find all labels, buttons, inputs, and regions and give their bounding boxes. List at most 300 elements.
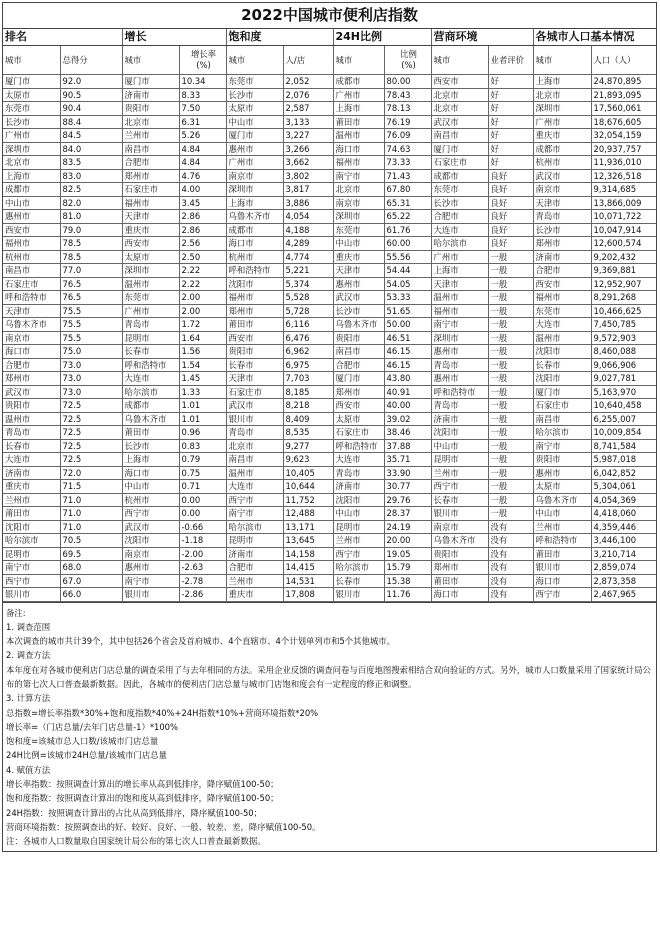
total-score-cell: 69.5	[60, 547, 122, 561]
business-rating-cell: 一般	[488, 466, 533, 480]
total-score-cell: 72.5	[60, 412, 122, 426]
24h-city-cell: 深圳市	[333, 210, 384, 224]
notes-rule: 增长率指数：按照调查计算出的增长率从高到低排序，降序赋值100-50；	[6, 779, 279, 790]
24h-ratio-cell: 29.76	[384, 493, 431, 507]
notes-rule: 注：各城市人口数量取自国家统计局公布的第七次人口普查最新数据。	[6, 836, 266, 847]
saturation-city-cell: 重庆市	[226, 588, 283, 602]
people-per-store-cell: 17,808	[283, 588, 333, 602]
business-city-cell: 成都市	[431, 169, 488, 183]
people-per-store-cell: 7,703	[283, 372, 333, 386]
saturation-city-cell: 南京市	[226, 169, 283, 183]
24h-ratio-cell: 40.00	[384, 399, 431, 413]
business-rating-cell: 一般	[488, 507, 533, 521]
growth-city-cell: 成都市	[122, 399, 179, 413]
table-row	[3, 345, 656, 359]
business-rating-cell: 好	[488, 129, 533, 143]
growth-city-cell: 温州市	[122, 277, 179, 291]
population-count-cell: 7,450,785	[591, 318, 656, 332]
growth-city-cell: 深圳市	[122, 264, 179, 278]
population-count-cell: 5,304,061	[591, 480, 656, 494]
business-rating-cell: 没有	[488, 561, 533, 575]
section-header-row	[3, 29, 656, 46]
total-score-cell: 72.5	[60, 439, 122, 453]
rank-city-cell: 太原市	[3, 88, 60, 102]
people-per-store-cell: 14,531	[283, 574, 333, 588]
population-city-cell: 武汉市	[533, 169, 591, 183]
24h-city-cell: 石家庄市	[333, 426, 384, 440]
population-count-cell: 3,210,714	[591, 547, 656, 561]
rank-city-cell: 西宁市	[3, 574, 60, 588]
total-score-cell: 79.0	[60, 223, 122, 237]
population-city-cell: 福州市	[533, 291, 591, 305]
col-header: 总得分	[60, 46, 122, 75]
growth-city-cell: 东莞市	[122, 291, 179, 305]
population-count-cell: 9,027,781	[591, 372, 656, 386]
growth-rate-cell: 0.00	[179, 507, 226, 521]
people-per-store-cell: 3,662	[283, 156, 333, 170]
people-per-store-cell: 13,171	[283, 520, 333, 534]
rank-city-cell: 沈阳市	[3, 520, 60, 534]
24h-city-cell: 济南市	[333, 480, 384, 494]
24h-ratio-cell: 53.33	[384, 291, 431, 305]
saturation-city-cell: 呼和浩特市	[226, 264, 283, 278]
population-count-cell: 12,600,574	[591, 237, 656, 251]
saturation-city-cell: 莆田市	[226, 318, 283, 332]
notes-rule: 营商环境指数：按照调查出的好、较好、良好、一般、较差、差，降序赋值100-50。	[6, 821, 321, 832]
24h-ratio-cell: 46.51	[384, 331, 431, 345]
rank-city-cell: 济南市	[3, 466, 60, 480]
24h-ratio-cell: 19.05	[384, 547, 431, 561]
growth-city-cell: 北京市	[122, 115, 179, 129]
business-rating-cell: 一般	[488, 250, 533, 264]
people-per-store-cell: 5,221	[283, 264, 333, 278]
population-city-cell: 青岛市	[533, 210, 591, 224]
population-count-cell: 8,741,584	[591, 439, 656, 453]
growth-city-cell: 呼和浩特市	[122, 358, 179, 372]
population-city-cell: 长沙市	[533, 223, 591, 237]
saturation-city-cell: 东莞市	[226, 75, 283, 89]
24h-city-cell: 郑州市	[333, 385, 384, 399]
col-header: 城市	[431, 46, 488, 75]
people-per-store-cell: 11,752	[283, 493, 333, 507]
24h-city-cell: 重庆市	[333, 250, 384, 264]
people-per-store-cell: 8,185	[283, 385, 333, 399]
people-per-store-cell: 12,488	[283, 507, 333, 521]
24h-city-cell: 莆田市	[333, 115, 384, 129]
people-per-store-cell: 8,535	[283, 426, 333, 440]
population-count-cell: 12,952,907	[591, 277, 656, 291]
24h-ratio-cell: 76.19	[384, 115, 431, 129]
24h-city-cell: 长沙市	[333, 304, 384, 318]
24h-ratio-cell: 15.79	[384, 561, 431, 575]
population-city-cell: 合肥市	[533, 264, 591, 278]
people-per-store-cell: 2,052	[283, 75, 333, 89]
population-count-cell: 6,255,007	[591, 412, 656, 426]
total-score-cell: 84.0	[60, 142, 122, 156]
total-score-cell: 83.0	[60, 169, 122, 183]
saturation-city-cell: 乌鲁木齐市	[226, 210, 283, 224]
col-header: 城市	[122, 46, 179, 75]
growth-city-cell: 南宁市	[122, 574, 179, 588]
business-city-cell: 乌鲁木齐市	[431, 534, 488, 548]
population-count-cell: 6,042,852	[591, 466, 656, 480]
rank-city-cell: 长沙市	[3, 115, 60, 129]
table-row	[3, 588, 656, 602]
total-score-cell: 83.5	[60, 156, 122, 170]
growth-rate-cell: 1.01	[179, 412, 226, 426]
rank-city-cell: 天津市	[3, 304, 60, 318]
total-score-cell: 71.0	[60, 520, 122, 534]
table-row	[3, 142, 656, 156]
population-city-cell: 哈尔滨市	[533, 426, 591, 440]
growth-rate-cell: 2.56	[179, 237, 226, 251]
people-per-store-cell: 6,962	[283, 345, 333, 359]
total-score-cell: 84.5	[60, 129, 122, 143]
table-row	[3, 196, 656, 210]
growth-rate-cell: 6.31	[179, 115, 226, 129]
table-row	[3, 453, 656, 467]
people-per-store-cell: 6,975	[283, 358, 333, 372]
total-score-cell: 82.0	[60, 196, 122, 210]
24h-city-cell: 海口市	[333, 142, 384, 156]
people-per-store-cell: 13,645	[283, 534, 333, 548]
rank-city-cell: 南京市	[3, 331, 60, 345]
total-score-cell: 71.0	[60, 507, 122, 521]
total-score-cell: 66.0	[60, 588, 122, 602]
24h-ratio-cell: 67.80	[384, 183, 431, 197]
rank-city-cell: 中山市	[3, 196, 60, 210]
growth-rate-cell: 2.22	[179, 264, 226, 278]
growth-city-cell: 兰州市	[122, 129, 179, 143]
business-city-cell: 武汉市	[431, 115, 488, 129]
24h-ratio-cell: 71.43	[384, 169, 431, 183]
business-city-cell: 厦门市	[431, 142, 488, 156]
saturation-city-cell: 昆明市	[226, 534, 283, 548]
business-rating-cell: 一般	[488, 264, 533, 278]
section-saturation: 饱和度	[226, 29, 333, 46]
population-city-cell: 东莞市	[533, 304, 591, 318]
section-population: 各城市人口基本情况	[533, 29, 656, 46]
table-row	[3, 75, 656, 89]
people-per-store-cell: 4,774	[283, 250, 333, 264]
growth-rate-cell: -2.78	[179, 574, 226, 588]
growth-rate-cell: 1.45	[179, 372, 226, 386]
growth-city-cell: 石家庄市	[122, 183, 179, 197]
rank-city-cell: 长春市	[3, 439, 60, 453]
people-per-store-cell: 10,644	[283, 480, 333, 494]
24h-city-cell: 南宁市	[333, 169, 384, 183]
growth-city-cell: 乌鲁木齐市	[122, 412, 179, 426]
table-row	[3, 372, 656, 386]
population-count-cell: 10,047,914	[591, 223, 656, 237]
growth-city-cell: 天津市	[122, 210, 179, 224]
rank-city-cell: 莆田市	[3, 507, 60, 521]
total-score-cell: 90.5	[60, 88, 122, 102]
table-row	[3, 237, 656, 251]
business-city-cell: 西安市	[431, 75, 488, 89]
people-per-store-cell: 5,728	[283, 304, 333, 318]
population-city-cell: 南宁市	[533, 439, 591, 453]
rank-city-cell: 西安市	[3, 223, 60, 237]
24h-ratio-cell: 30.77	[384, 480, 431, 494]
growth-city-cell: 沈阳市	[122, 534, 179, 548]
growth-rate-cell: -1.18	[179, 534, 226, 548]
growth-rate-cell: 4.00	[179, 183, 226, 197]
population-count-cell: 13,866,009	[591, 196, 656, 210]
saturation-city-cell: 上海市	[226, 196, 283, 210]
business-city-cell: 郑州市	[431, 561, 488, 575]
24h-ratio-cell: 38.46	[384, 426, 431, 440]
growth-rate-cell: 8.33	[179, 88, 226, 102]
saturation-city-cell: 厦门市	[226, 129, 283, 143]
business-rating-cell: 好	[488, 142, 533, 156]
24h-ratio-cell: 54.05	[384, 277, 431, 291]
notes-text: 本年度在对各城市便利店门店总量的调查采用了与去年相同的方法。采用企业反馈的调查问卷与百度地图搜索相结合双向验证的方式。另外，城市人口数量采用了国家统计局公布的第七次人口普查最新数据。因此，各城市的便利店门店总量与城市门店饱和度会有一定程度的修正和调整。	[6, 664, 651, 689]
24h-ratio-cell: 78.13	[384, 102, 431, 116]
population-count-cell: 9,369,881	[591, 264, 656, 278]
growth-rate-cell: -0.66	[179, 520, 226, 534]
rank-city-cell: 郑州市	[3, 372, 60, 386]
24h-city-cell: 东莞市	[333, 223, 384, 237]
people-per-store-cell: 6,116	[283, 318, 333, 332]
growth-rate-cell: 3.45	[179, 196, 226, 210]
saturation-city-cell: 南昌市	[226, 453, 283, 467]
rank-city-cell: 北京市	[3, 156, 60, 170]
population-count-cell: 10,466,625	[591, 304, 656, 318]
people-per-store-cell: 3,886	[283, 196, 333, 210]
24h-ratio-cell: 55.56	[384, 250, 431, 264]
24h-ratio-cell: 37.88	[384, 439, 431, 453]
growth-city-cell: 中山市	[122, 480, 179, 494]
table-row	[3, 534, 656, 548]
business-city-cell: 西宁市	[431, 480, 488, 494]
growth-rate-cell: 1.33	[179, 385, 226, 399]
24h-ratio-cell: 61.76	[384, 223, 431, 237]
rank-city-cell: 乌鲁木齐市	[3, 318, 60, 332]
notes-formula: 饱和度=该城市总人口数/该城市门店总量	[6, 736, 159, 747]
population-count-cell: 9,202,432	[591, 250, 656, 264]
business-city-cell: 合肥市	[431, 210, 488, 224]
rank-city-cell: 南宁市	[3, 561, 60, 575]
business-city-cell: 青岛市	[431, 358, 488, 372]
population-city-cell: 上海市	[533, 75, 591, 89]
24h-city-cell: 哈尔滨市	[333, 561, 384, 575]
business-rating-cell: 没有	[488, 588, 533, 602]
population-count-cell: 5,987,018	[591, 453, 656, 467]
total-score-cell: 73.0	[60, 358, 122, 372]
rank-city-cell: 上海市	[3, 169, 60, 183]
business-rating-cell: 一般	[488, 439, 533, 453]
population-count-cell: 3,446,100	[591, 534, 656, 548]
rank-city-cell: 石家庄市	[3, 277, 60, 291]
24h-ratio-cell: 74.63	[384, 142, 431, 156]
growth-city-cell: 银川市	[122, 588, 179, 602]
total-score-cell: 72.0	[60, 466, 122, 480]
rank-city-cell: 成都市	[3, 183, 60, 197]
population-count-cell: 11,936,010	[591, 156, 656, 170]
24h-city-cell: 长春市	[333, 574, 384, 588]
table-row	[3, 520, 656, 534]
24h-city-cell: 中山市	[333, 237, 384, 251]
saturation-city-cell: 中山市	[226, 115, 283, 129]
people-per-store-cell: 2,076	[283, 88, 333, 102]
24h-city-cell: 温州市	[333, 129, 384, 143]
business-city-cell: 呼和浩特市	[431, 385, 488, 399]
population-count-cell: 2,873,358	[591, 574, 656, 588]
growth-rate-cell: 2.22	[179, 277, 226, 291]
saturation-city-cell: 深圳市	[226, 183, 283, 197]
growth-rate-cell: 0.75	[179, 466, 226, 480]
section-business-env: 营商环境	[431, 29, 533, 46]
table-row	[3, 156, 656, 170]
rank-city-cell: 昆明市	[3, 547, 60, 561]
table-row	[3, 129, 656, 143]
growth-rate-cell: 0.83	[179, 439, 226, 453]
notes-formula: 总指数=增长率指数*30%+饱和度指数*40%+24H指数*10%+营商环境指数*20%	[6, 707, 319, 718]
growth-city-cell: 贵阳市	[122, 102, 179, 116]
population-count-cell: 32,054,159	[591, 129, 656, 143]
business-rating-cell: 没有	[488, 534, 533, 548]
rank-city-cell: 南昌市	[3, 264, 60, 278]
population-city-cell: 西宁市	[533, 588, 591, 602]
total-score-cell: 68.0	[60, 561, 122, 575]
population-city-cell: 长春市	[533, 358, 591, 372]
notes-heading: 1. 调查范围	[6, 621, 51, 632]
24h-ratio-cell: 28.37	[384, 507, 431, 521]
business-rating-cell: 一般	[488, 277, 533, 291]
table-row	[3, 385, 656, 399]
business-rating-cell: 一般	[488, 453, 533, 467]
people-per-store-cell: 10,405	[283, 466, 333, 480]
rank-city-cell: 兰州市	[3, 493, 60, 507]
population-city-cell: 中山市	[533, 507, 591, 521]
saturation-city-cell: 哈尔滨市	[226, 520, 283, 534]
population-city-cell: 北京市	[533, 88, 591, 102]
24h-ratio-cell: 39.02	[384, 412, 431, 426]
population-city-cell: 惠州市	[533, 466, 591, 480]
total-score-cell: 72.5	[60, 426, 122, 440]
business-city-cell: 南宁市	[431, 318, 488, 332]
population-count-cell: 18,676,605	[591, 115, 656, 129]
growth-rate-cell: 5.26	[179, 129, 226, 143]
total-score-cell: 76.5	[60, 291, 122, 305]
business-city-cell: 广州市	[431, 250, 488, 264]
population-city-cell: 呼和浩特市	[533, 534, 591, 548]
growth-rate-cell: 10.34	[179, 75, 226, 89]
24h-ratio-cell: 51.65	[384, 304, 431, 318]
saturation-city-cell: 兰州市	[226, 574, 283, 588]
24h-city-cell: 上海市	[333, 102, 384, 116]
saturation-city-cell: 西安市	[226, 331, 283, 345]
business-rating-cell: 一般	[488, 358, 533, 372]
population-city-cell: 温州市	[533, 331, 591, 345]
col-header: 人/店	[283, 46, 333, 75]
population-city-cell: 兰州市	[533, 520, 591, 534]
business-city-cell: 贵阳市	[431, 547, 488, 561]
24h-ratio-cell: 46.15	[384, 345, 431, 359]
population-city-cell: 乌鲁木齐市	[533, 493, 591, 507]
total-score-cell: 75.5	[60, 304, 122, 318]
table-row	[3, 480, 656, 494]
business-city-cell: 长沙市	[431, 196, 488, 210]
growth-rate-cell: 1.56	[179, 345, 226, 359]
growth-rate-cell: 2.50	[179, 250, 226, 264]
total-score-cell: 75.5	[60, 331, 122, 345]
population-city-cell: 天津市	[533, 196, 591, 210]
24h-ratio-cell: 15.38	[384, 574, 431, 588]
notes-heading: 2. 调查方法	[6, 650, 51, 661]
24h-ratio-cell: 24.19	[384, 520, 431, 534]
page-title: 2022中国城市便利店指数	[3, 3, 656, 29]
growth-city-cell: 惠州市	[122, 561, 179, 575]
24h-city-cell: 武汉市	[333, 291, 384, 305]
growth-city-cell: 昆明市	[122, 331, 179, 345]
saturation-city-cell: 大连市	[226, 480, 283, 494]
people-per-store-cell: 9,277	[283, 439, 333, 453]
business-rating-cell: 好	[488, 88, 533, 102]
growth-rate-cell: -2.00	[179, 547, 226, 561]
notes-rule: 饱和度指数：按照调查计算出的饱和度从高到低排序，降序赋值100-50；	[6, 793, 279, 804]
24h-city-cell: 太原市	[333, 412, 384, 426]
business-city-cell: 南京市	[431, 520, 488, 534]
growth-rate-cell: 0.79	[179, 453, 226, 467]
rank-city-cell: 合肥市	[3, 358, 60, 372]
rank-city-cell: 武汉市	[3, 385, 60, 399]
24h-city-cell: 南京市	[333, 196, 384, 210]
24h-city-cell: 成都市	[333, 75, 384, 89]
growth-rate-cell: 4.84	[179, 142, 226, 156]
business-city-cell: 青岛市	[431, 399, 488, 413]
24h-ratio-cell: 33.90	[384, 466, 431, 480]
business-city-cell: 深圳市	[431, 331, 488, 345]
saturation-city-cell: 广州市	[226, 156, 283, 170]
business-city-cell: 长春市	[431, 493, 488, 507]
growth-city-cell: 太原市	[122, 250, 179, 264]
business-rating-cell: 一般	[488, 372, 533, 386]
business-city-cell: 北京市	[431, 102, 488, 116]
growth-city-cell: 福州市	[122, 196, 179, 210]
24h-ratio-cell: 35.71	[384, 453, 431, 467]
business-rating-cell: 好	[488, 75, 533, 89]
table-row	[3, 547, 656, 561]
business-rating-cell: 没有	[488, 574, 533, 588]
business-rating-cell: 一般	[488, 304, 533, 318]
table-row	[3, 507, 656, 521]
people-per-store-cell: 14,158	[283, 547, 333, 561]
population-count-cell: 4,054,369	[591, 493, 656, 507]
24h-city-cell: 沈阳市	[333, 493, 384, 507]
business-city-cell: 南昌市	[431, 129, 488, 143]
growth-rate-cell: 0.00	[179, 493, 226, 507]
24h-city-cell: 贵阳市	[333, 331, 384, 345]
saturation-city-cell: 石家庄市	[226, 385, 283, 399]
24h-ratio-cell: 78.43	[384, 88, 431, 102]
people-per-store-cell: 3,133	[283, 115, 333, 129]
saturation-city-cell: 郑州市	[226, 304, 283, 318]
24h-city-cell: 大连市	[333, 453, 384, 467]
growth-city-cell: 青岛市	[122, 318, 179, 332]
total-score-cell: 88.4	[60, 115, 122, 129]
business-city-cell: 海口市	[431, 588, 488, 602]
growth-city-cell: 济南市	[122, 88, 179, 102]
col-header: 人口（人）	[591, 46, 656, 75]
total-score-cell: 70.5	[60, 534, 122, 548]
business-rating-cell: 良好	[488, 210, 533, 224]
business-city-cell: 上海市	[431, 264, 488, 278]
population-city-cell: 莆田市	[533, 547, 591, 561]
business-city-cell: 济南市	[431, 412, 488, 426]
population-count-cell: 10,640,458	[591, 399, 656, 413]
